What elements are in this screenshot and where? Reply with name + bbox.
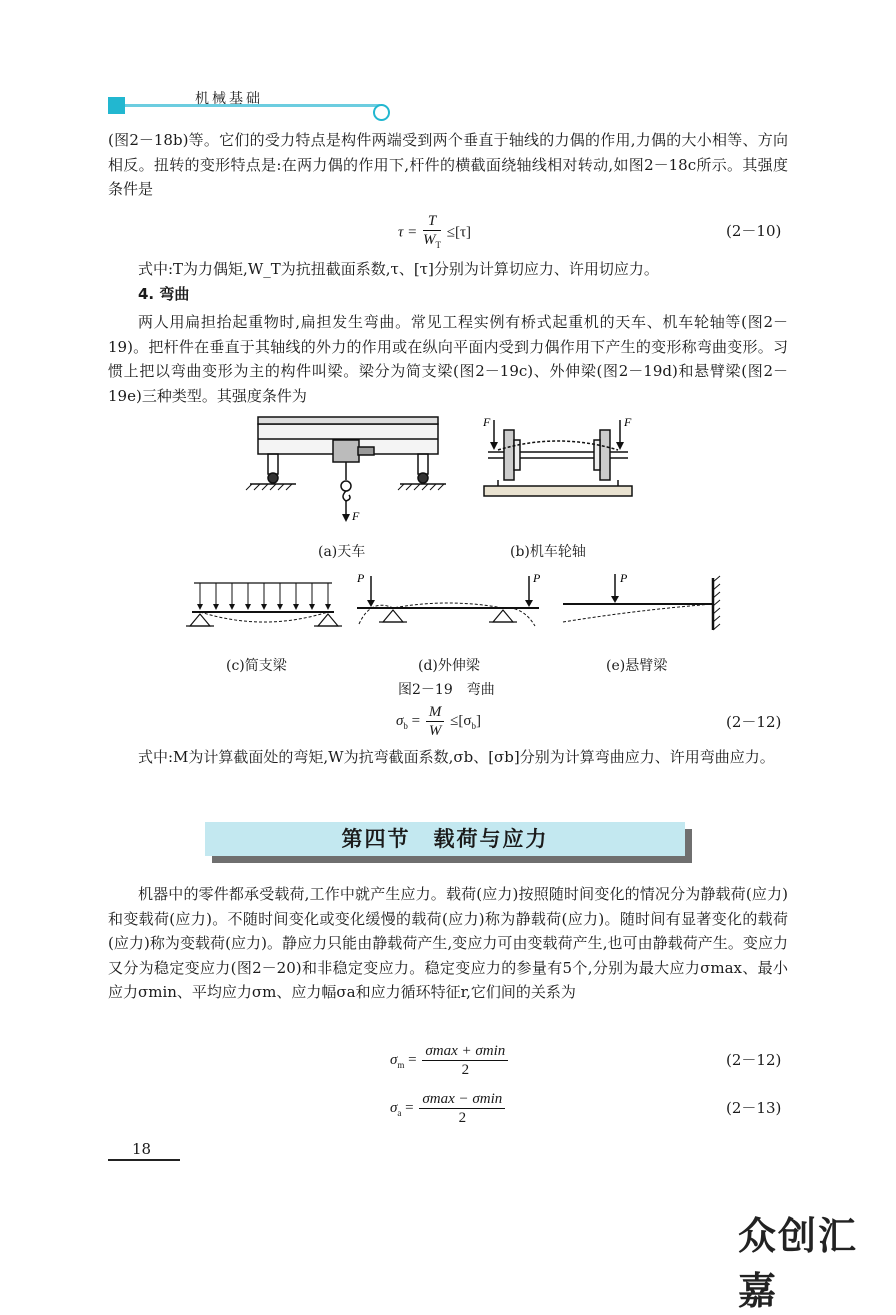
equation-2-12-bending: $\sigma_b$ = $\frac{M}{W}$ $\le[\sigma_b]$	[396, 704, 481, 739]
figure-simply-supported-beam	[178, 568, 348, 638]
equation-number-2-12-mean: (2－12)	[726, 1051, 782, 1069]
equation-number-2-10: (2－10)	[726, 222, 782, 240]
equation-number-2-13: (2－13)	[726, 1099, 782, 1117]
caption-crane: (a)天车	[318, 544, 366, 560]
caption-axle: (b)机车轮轴	[510, 544, 586, 560]
subheading-bending: 4. 弯曲	[138, 285, 190, 303]
page-number: 18	[132, 1140, 152, 1158]
figure-crane-drawing	[238, 412, 463, 527]
figure-title: 图2－19 弯曲	[398, 682, 495, 698]
paragraph-bending-symbols: 式中:M为计算截面处的弯矩,W为抗弯截面系数,σb、[σb]分别为计算弯曲应力、许用弯曲应力。	[138, 748, 775, 766]
paragraph-torsion: (图2－18b)等。它们的受力特点是构件两端受到两个垂直于轴线的力偶的作用,力偶的大小相等、方向相反。扭转的变形特点是:在两力偶的作用下,杆件的横截面绕轴线相对转动,如图2－18c所示。其强度条件是	[108, 131, 788, 198]
equation-number-2-12-bending: (2－12)	[726, 713, 782, 731]
figure-overhanging-beam	[353, 568, 545, 638]
figure-cantilever-beam	[557, 568, 727, 638]
paragraph-load-stress: 机器中的零件都承受载荷,工作中就产生应力。载荷(应力)按照随时间变化的情况分为静载荷(应力)和变载荷(应力)。不随时间变化或变化缓慢的载荷(应力)称为静载荷(应力)。随时间有显著变化的载荷(应力)称为变载荷(应力)。静应力只能由静载荷产生,变应力可由变载荷产生,也可由静载荷产生。变应力又分为稳定变应力(图2－20)和非稳定变应力。稳定变应力的参量有5个,分别为最大应力σmax、最小应力σmin、平均应力σm、应力幅σa和应力循环特征r,它们间的关系为	[108, 885, 788, 1001]
header-square	[108, 97, 125, 114]
equation-2-10: τ = $\frac{T}{W_T}$ ≤[τ]	[398, 213, 472, 250]
axle-force-label-right: F	[624, 415, 632, 429]
cantilever-load-label: P	[620, 571, 628, 585]
page-number-rule	[108, 1159, 180, 1161]
overhang-load-label-left: P	[357, 571, 365, 585]
running-header-title: 机械基础	[195, 91, 263, 107]
caption-overhanging: (d)外伸梁	[418, 658, 480, 674]
axle-force-label-left: F	[483, 415, 491, 429]
section-title: 第四节 载荷与应力	[341, 826, 549, 851]
crane-force-label: F	[352, 509, 360, 523]
caption-cantilever: (e)悬臂梁	[606, 658, 668, 674]
caption-simply-supported: (c)简支梁	[226, 658, 287, 674]
equation-2-12-mean-stress: $\sigma_m$ = $\frac{\sigma\max + \sigma\min}{2}$	[390, 1042, 510, 1079]
overhang-load-label-right: P	[533, 571, 541, 585]
equation-2-13-amplitude: $\sigma_a$ = $\frac{\sigma\max - \sigma\min}{2}$	[390, 1090, 507, 1127]
paragraph-bending: 两人用扁担抬起重物时,扁担发生弯曲。常见工程实例有桥式起重机的天车、机车轮轴等(图2－19)。把杆件在垂直于其轴线的外力的作用或在纵向平面内受到力偶作用下产生的变形称弯曲变形。习惯上把以弯曲变形为主的构件叫梁。梁分为简支梁(图2－19c)、外伸梁(图2－19d)和悬臂梁(图2－19e)三种类型。其强度条件为	[108, 313, 788, 405]
watermark-text: 众创汇嘉	[738, 1214, 859, 1313]
paragraph-torsion-symbols: 式中:T为力偶矩,W_T为抗扭截面系数,τ、[τ]分别为计算切应力、许用切应力。	[138, 260, 659, 278]
header-circle	[373, 104, 390, 121]
figure-axle-drawing	[478, 412, 638, 507]
